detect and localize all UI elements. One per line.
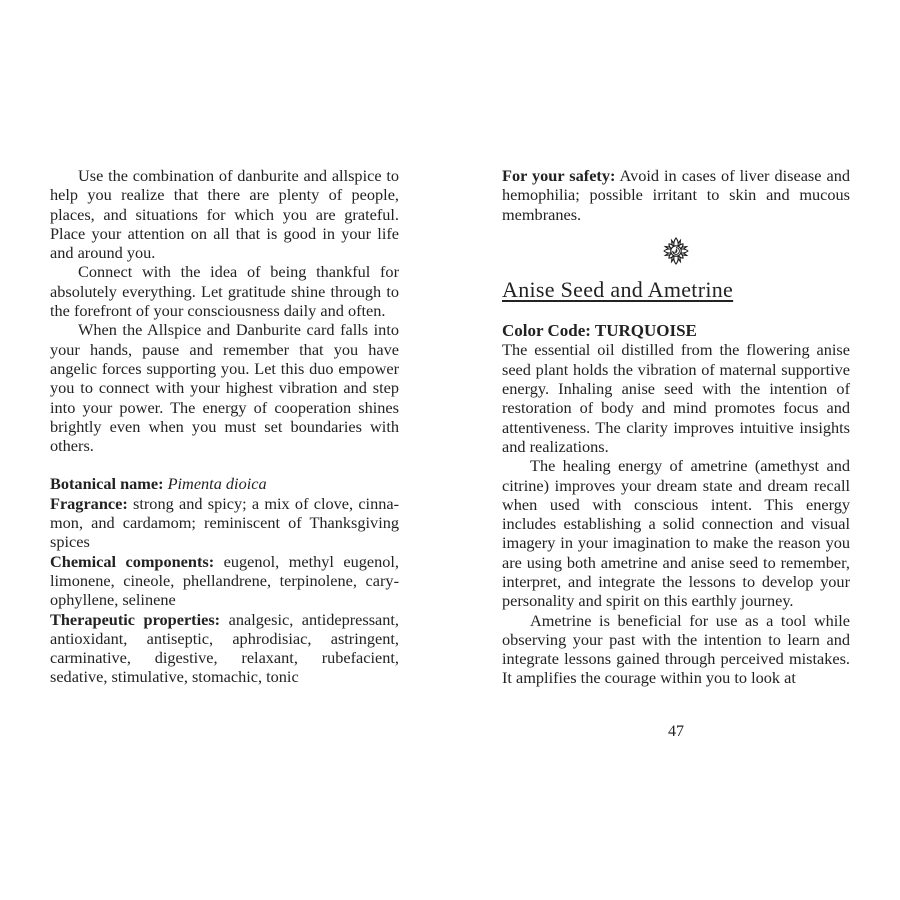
attribute-botanical-name [50,474,399,493]
safety-label: For your safety: [502,166,616,185]
attribute-value: eugenol, methyl eugenol, limonene, cineole, phellandrene, terpinolene, caryophyllene, selinene [50,551,400,610]
attribute-label: Therapeutic properties: [50,609,221,629]
body-paragraph: Ametrine is beneficial for use as a tool while observing your past with the intention to learn and integrate lessons gained through perceived mistakes. It amplifies the courage within you to look at [502,610,850,688]
attribute-value: Pimenta dioica [167,474,267,494]
safety-paragraph [502,166,850,224]
botanical-attributes-block [50,474,399,686]
attribute-label: Chemical components: [50,551,215,571]
section-divider [502,229,850,273]
attribute-fragrance [50,494,399,552]
attribute-label: Botanical name: [50,474,164,494]
page-number: 47 [668,723,684,740]
attribute-label: Fragrance: [50,493,128,513]
body-paragraph: The healing energy of ametrine (amethyst and citrine) improves your dream state and dream recall when used with conscious intent. This energy includes establishing a solid connection and visual imagery in your imagination to make the reason you are using both ametrine and anise seed to remember, interpret, and integrate the lessons to develop your personality and spirit on this earthly journey. [502,456,850,611]
right-page-column [502,166,850,688]
attribute-chemical-components [50,552,399,610]
safety-value: Avoid in cases of liver disease and hemophilia; possible irritant to skin and mucous membranes. [502,166,850,224]
body-paragraph: When the Allspice and Danburite card falls into your hands, pause and remember that you have angelic forces supporting you. Let this duo empower you to connect with your highest vibration and step into your power. The energy of cooperation shines brightly even when you must set boundaries with others. [50,320,399,456]
left-page-column [50,166,399,687]
body-paragraph: The essential oil distilled from the flowering anise seed plant holds the vibration of maternal supportive energy. Inhaling anise seed with the intention of restoration of body and mind promotes focus and attentiveness. The clarity improves intuitive insights and realizations. [502,340,850,456]
attribute-value: strong and spicy; a mix of clove, cinnamon, and cardamom; reminiscent of Thanksgiving spices [50,493,400,552]
body-paragraph: Use the combination of danburite and allspice to help you realize that there are plenty of people, places, and situations for which you are grateful. Place your attention on all that is good in your life and around you. [50,166,399,263]
attribute-value: analgesic, antidepressant, antioxidant, antiseptic, aphrodisiac, astringent, carminative, digestive, relaxant, rubefacient, sedative, stimulative, stomachic, tonic [50,609,400,687]
floral-rosette-icon [658,229,694,273]
body-paragraph: Connect with the idea of being thankful for absolutely everything. Let gratitude shine through to the forefront of your consciousness daily and often. [50,262,399,321]
color-code-line: Color Code: TURQUOISE [502,321,697,341]
section-heading: Anise Seed and Ametrine [502,276,734,302]
attribute-therapeutic-properties [50,610,399,687]
